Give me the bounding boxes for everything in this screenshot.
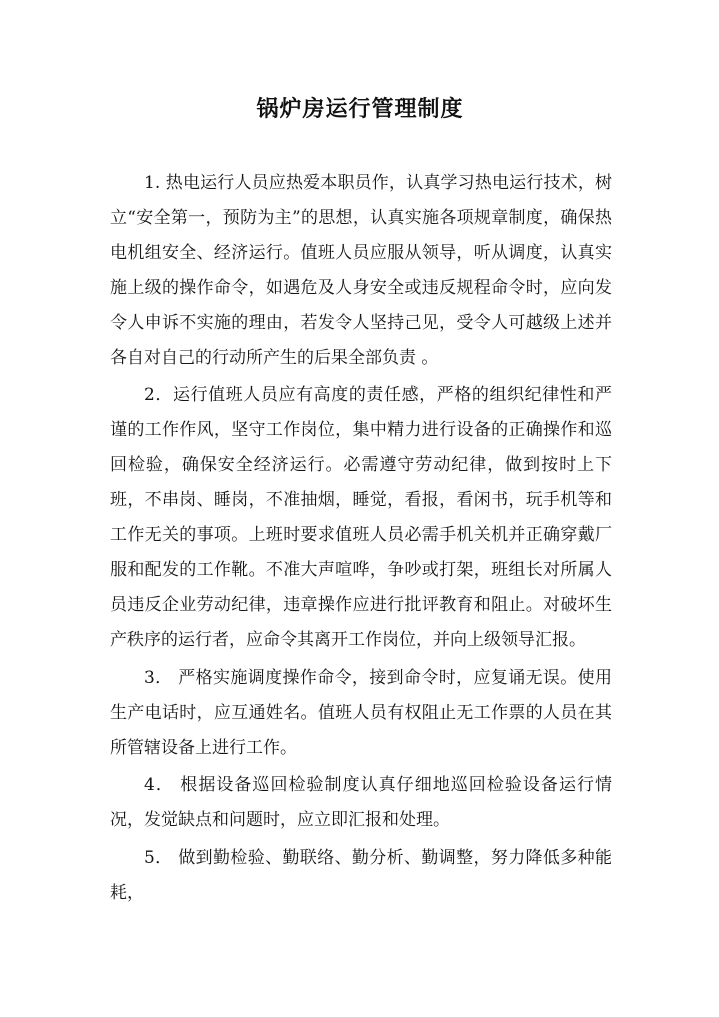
- paragraph-5: 5． 做到勤检验、勤联络、勤分析、勤调整，努力降低多种能耗，: [110, 848, 612, 904]
- document-title: 锅炉房运行管理制度: [256, 96, 464, 122]
- paragraph-1: 1. 热电运行人员应热爱本职员作，认真学习热电运行技术，树立“安全第一，预防为主”的思想，认真实施各项规章制度，确保热电机组安全、经济运行。值班人员应服从领导，听从调度，认真实施上级的操作命令，如遇危及人身安全或违反规程命令时，应向发令人申诉不实施的理由，若发令人坚持己见，受令人可越级上述并各自对自己的行动所产生的后果全部负责 。: [110, 173, 612, 368]
- document-body: [110, 166, 612, 914]
- paragraph-3: 3． 严格实施调度操作命令，接到命令时，应复诵无误。使用生产电话时，应互通姓名。值班人员有权阻止无工作票的人员在其所管辖设备上进行工作。: [110, 667, 612, 758]
- paragraph-2: 2．运行值班人员应有高度的责任感，严格的组织纪律性和严谨的工作作风，坚守工作岗位，集中精力进行设备的正确操作和巡回检验，确保安全经济运行。必需遵守劳动纪律，做到按时上下班，不串岗、睡岗，不准抽烟，睡觉，看报，看闲书，玩手机等和工作无关的事项。上班时要求值班人员必需手机关机并正确穿戴厂服和配发的工作靴。不准大声喧哗，争吵或打架，班组长对所属人员违反企业劳动纪律，违章操作应进行批评教育和阻止。对破坏生产秩序的运行者，应命令其离开工作岗位，并向上级领导汇报。: [110, 385, 612, 650]
- paragraph-4: 4． 根据设备巡回检验制度认真仔细地巡回检验设备运行情况，发觉缺点和问题时，应立即汇报和处理。: [110, 775, 612, 831]
